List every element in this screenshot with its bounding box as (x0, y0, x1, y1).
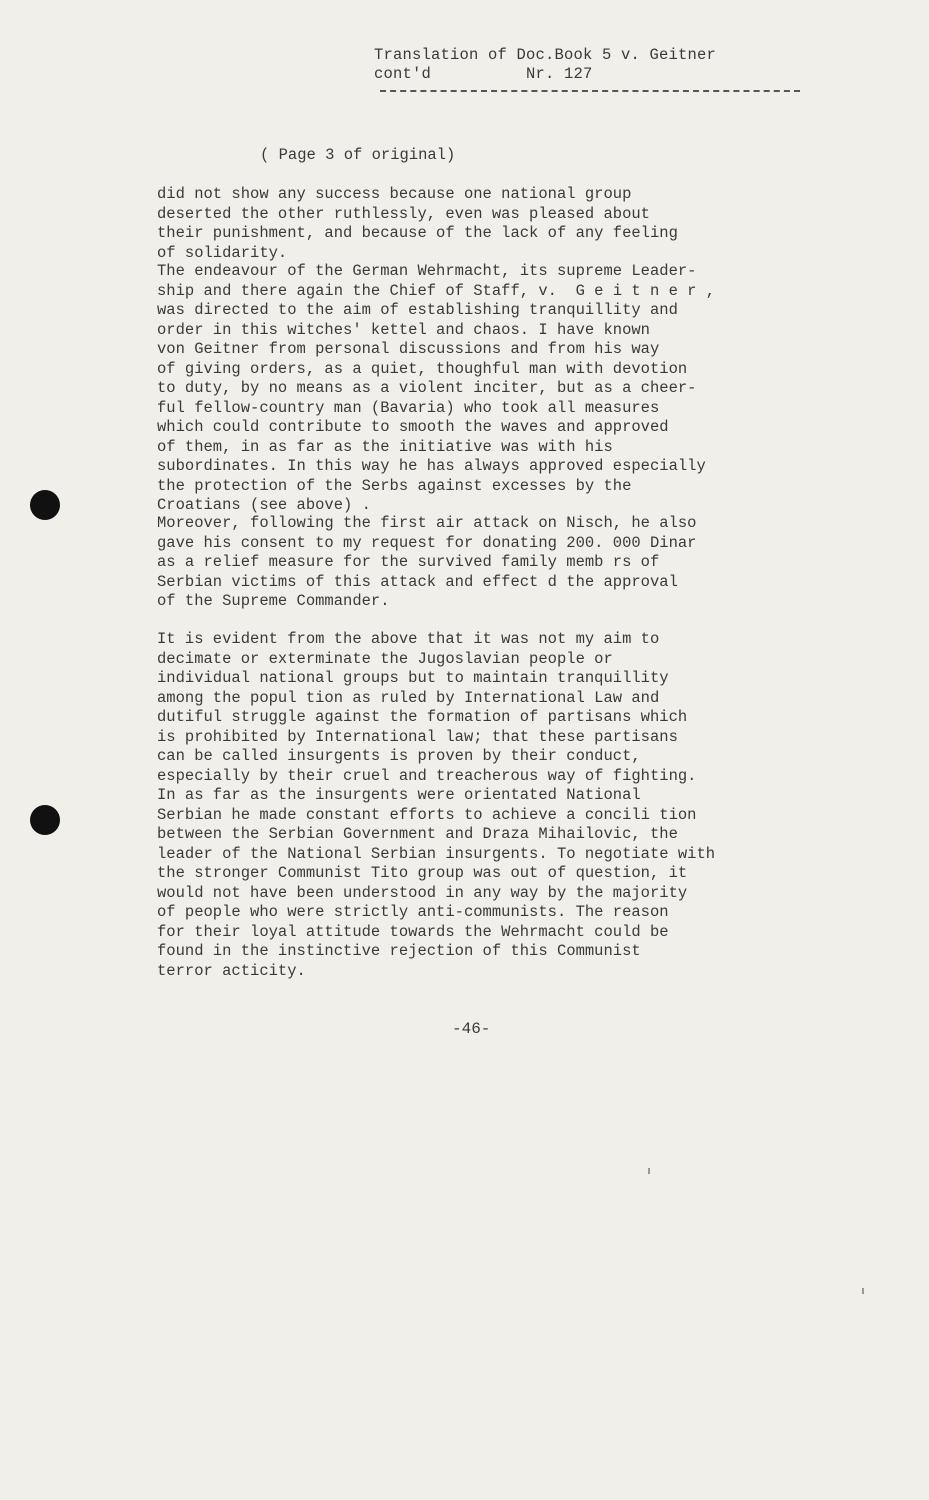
text-line: would not have been understood in any way by the majority (157, 883, 688, 902)
text-line: the protection of the Serbs against excesses by the (157, 476, 632, 495)
text-line: between the Serbian Government and Draza Mihailovic, the (157, 825, 678, 843)
text-line: of the Supreme Commander. (157, 592, 390, 610)
text-line: especially by their cruel and treacherous way of fighting. (157, 766, 697, 785)
text-line: gave his consent to my request for donating 200. 000 Dinar (157, 533, 697, 552)
text-line: of people who were strictly anti-communists. The reason (157, 903, 669, 921)
text-line: It is evident from the above that it was not my aim to (157, 630, 660, 648)
text-line: can be called insurgents is proven by their conduct, (157, 747, 641, 765)
text-line: In as far as the insurgents were orientated National (157, 786, 641, 804)
text-line: Serbian he made constant efforts to achieve a concili tion (157, 805, 697, 824)
page-reference: ( Page 3 of original) (260, 146, 456, 164)
text-line: terror acticity. (157, 961, 306, 980)
text-line: decimate or exterminate the Jugoslavian people or (157, 649, 613, 668)
text-line: Serbian victims of this attack and effect d the approval (157, 572, 678, 591)
text-line: of them, in as far as the initiative was with his (157, 437, 613, 456)
text-line: of solidarity. (157, 243, 288, 262)
text-line: order in this witches' kettel and chaos. I have known (157, 320, 650, 339)
paragraph-3 (157, 514, 857, 612)
text-line: the stronger Communist Tito group was out of question, it (157, 864, 688, 882)
text-line: subordinates. In this way he has always approved especially (157, 457, 706, 475)
text-line: The endeavour of the German Wehrmacht, its supreme Leader- (157, 262, 697, 280)
text-line: Moreover, following the first air attack on Nisch, he also (157, 514, 697, 532)
text-line: to duty, by no means as a violent inciter, but as a cheer- (157, 379, 697, 397)
text-line: ful fellow-country man (Bavaria) who took all measures (157, 398, 660, 417)
text-line: dutiful struggle against the formation of partisans which (157, 708, 688, 726)
punch-hole-bottom (30, 805, 60, 835)
document-header (374, 46, 716, 84)
text-line: von Geitner from personal discussions and from his way (157, 340, 660, 358)
text-line: ship and there again the Chief of Staff, v. G e i t n e r , (157, 281, 716, 300)
text-line: did not show any success because one national group (157, 185, 632, 203)
text-line: their punishment, and because of the lack of any feeling (157, 224, 678, 242)
paragraph-4 (157, 630, 857, 981)
paragraph-2 (157, 262, 857, 516)
paper-speck (862, 1288, 864, 1294)
text-line: of giving orders, as a quiet, thoughful man with devotion (157, 359, 688, 378)
text-line: for their loyal attitude towards the Wehrmacht could be (157, 922, 669, 941)
header-line-2: cont'd Nr. 127 (374, 65, 593, 83)
text-line: is prohibited by International law; that these partisans (157, 727, 678, 746)
text-line: as a relief measure for the survived family memb rs of (157, 553, 660, 571)
page-number: -46- (452, 1020, 491, 1038)
header-rule (380, 90, 800, 92)
paragraph-1 (157, 185, 857, 263)
text-line: was directed to the aim of establishing tranquillity and (157, 301, 678, 319)
text-line: which could contribute to smooth the waves and approved (157, 418, 669, 436)
text-line: individual national groups but to maintain tranquillity (157, 669, 669, 687)
text-line: found in the instinctive rejection of this Communist (157, 942, 641, 960)
header-line-1: Translation of Doc.Book 5 v. Geitner (374, 46, 717, 64)
paper-speck (648, 1168, 650, 1174)
text-line: leader of the National Serbian insurgents. To negotiate with (157, 844, 716, 863)
text-line: deserted the other ruthlessly, even was pleased about (157, 204, 650, 223)
text-line: Croatians (see above) . (157, 496, 371, 514)
punch-hole-top (30, 490, 60, 520)
text-line: among the popul tion as ruled by International Law and (157, 688, 660, 707)
